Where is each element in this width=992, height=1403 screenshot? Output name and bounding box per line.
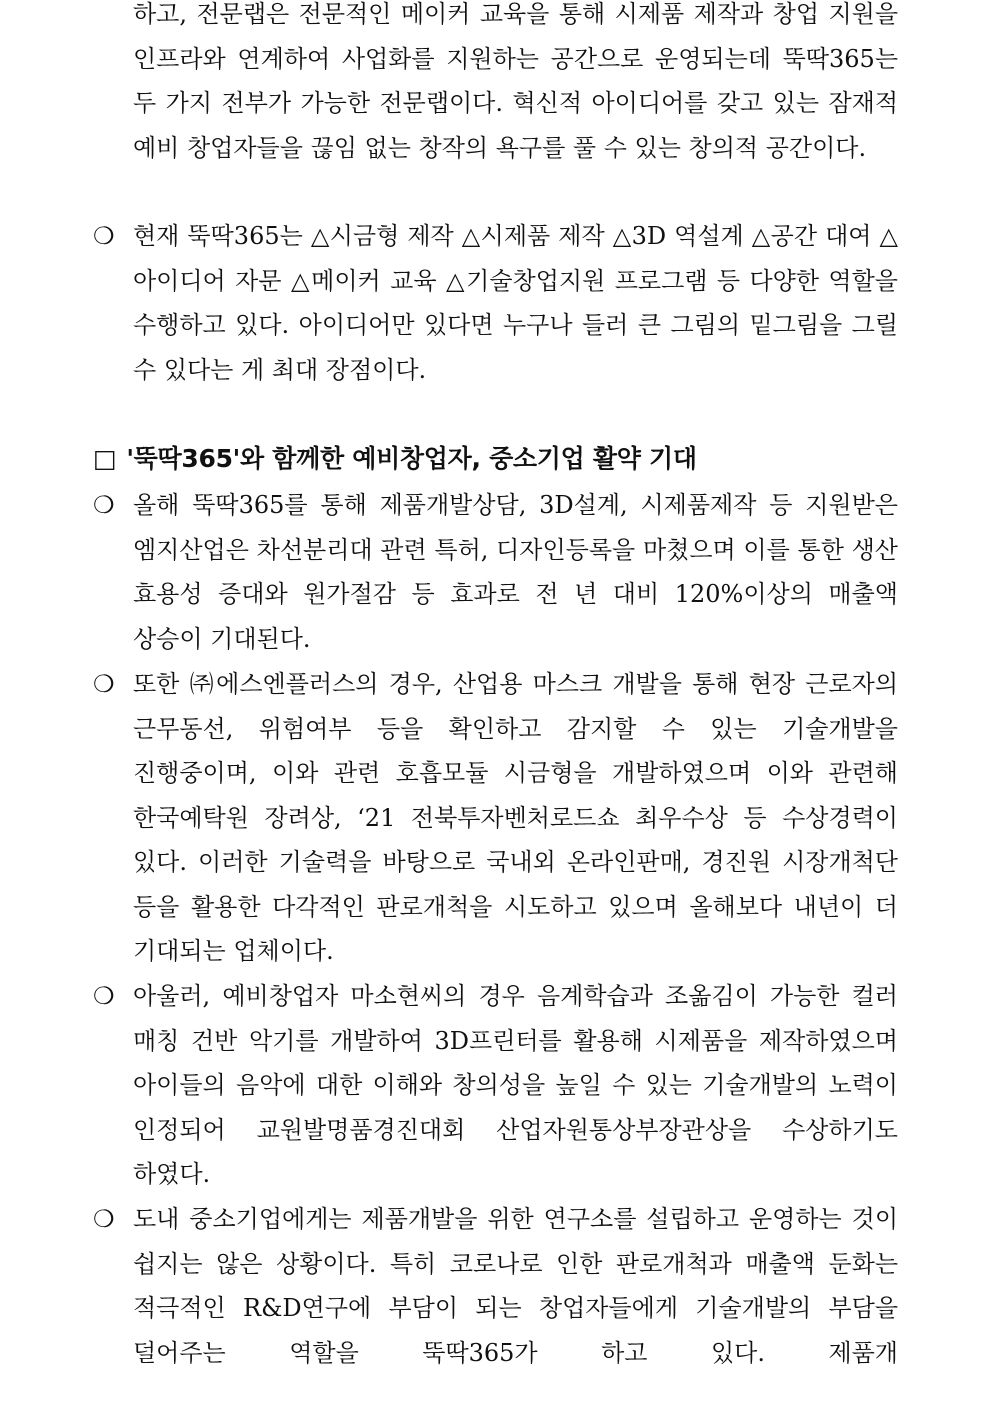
circle-bullet-icon: ❍ <box>93 982 115 1010</box>
circle-bullet-icon: ❍ <box>93 491 115 519</box>
paragraph-text: 올해 뚝딱365를 통해 제품개발상담, 3D설계, 시제품제작 등 지원받은 엠지산업은 차선분리대 관련 특허, 디자인등록을 마쳤으며 이를 통한 생산 효용성 증대와 원가절감 등 효과로 전 년 대비 120%이상의 매출액 상승이 기대된다. <box>133 491 898 653</box>
section-heading-text: '뚝딱365'와 함께한 예비창업자, 중소기업 활약 기대 <box>126 444 697 473</box>
circle-bullet-icon: ❍ <box>93 670 115 698</box>
paragraph-text: 도내 중소기업에게는 제품개발을 위한 연구소를 설립하고 운영하는 것이 쉽지는 않은 상황이다. 특히 코로나로 인한 판로개척과 매출액 둔화는 적극적인 R&D연구에 부담이 되는 창업자들에게 기술개발의 부담을 덜어주는 역할을 뚝딱365가 하고 있다. 제품개 <box>133 1205 898 1367</box>
paragraph-sme-support <box>93 1197 898 1375</box>
paragraph-mg-industry <box>93 483 898 661</box>
paragraph-snplus <box>93 662 898 974</box>
circle-bullet-icon: ❍ <box>93 1205 115 1233</box>
section-heading <box>93 437 898 481</box>
paragraph-services <box>93 214 898 392</box>
paragraph-intro-continued <box>93 0 898 170</box>
paragraph-text: 현재 뚝딱365는 △시금형 제작 △시제품 제작 △3D 역설계 △공간 대여 △아이디어 자문 △메이커 교육 △기술창업지원 프로그램 등 다양한 역할을 수행하고 있다. 아이디어만 있다면 누구나 들러 큰 그림의 밑그림을 그릴 수 있다는 게 최대 장점이다. <box>133 222 898 384</box>
square-bullet-icon: □ <box>93 444 117 473</box>
paragraph-text: 아울러, 예비창업자 마소현씨의 경우 음계학습과 조옮김이 가능한 컬러 매칭 건반 악기를 개발하여 3D프린터를 활용해 시제품을 제작하였으며 아이들의 음악에 대한 이해와 창의성을 높일 수 있는 기술개발의 노력이 인정되어 교원발명품경진대회 산업자원통상부장관상을 수상하기도 하였다. <box>133 982 898 1188</box>
paragraph-text: 하고, 전문랩은 전문적인 메이커 교육을 통해 시제품 제작과 창업 지원을 인프라와 연계하여 사업화를 지원하는 공간으로 운영되는데 뚝딱365는 두 가지 전부가 가능한 전문랩이다. 혁신적 아이디어를 갖고 있는 잠재적 예비 창업자들을 끊임 없는 창작의 욕구를 풀 수 있는 창의적 공간이다. <box>133 0 898 162</box>
paragraph-pre-founder <box>93 974 898 1197</box>
paragraph-text: 또한 ㈜에스엔플러스의 경우, 산업용 마스크 개발을 통해 현장 근로자의 근무동선, 위험여부 등을 확인하고 감지할 수 있는 기술개발을 진행중이며, 이와 관련 호흡모듈 시금형을 개발하였으며 이와 관련해 한국예탁원 장려상, ‘21 전북투자벤처로드쇼 최우수상 등 수상경력이 있다. 이러한 기술력을 바탕으로 국내외 온라인판매, 경진원 시장개척단 등을 활용한 다각적인 판로개척을 시도하고 있으며 올해보다 내년이 더 기대되는 업체이다. <box>133 670 898 965</box>
circle-bullet-icon: ❍ <box>93 222 115 250</box>
